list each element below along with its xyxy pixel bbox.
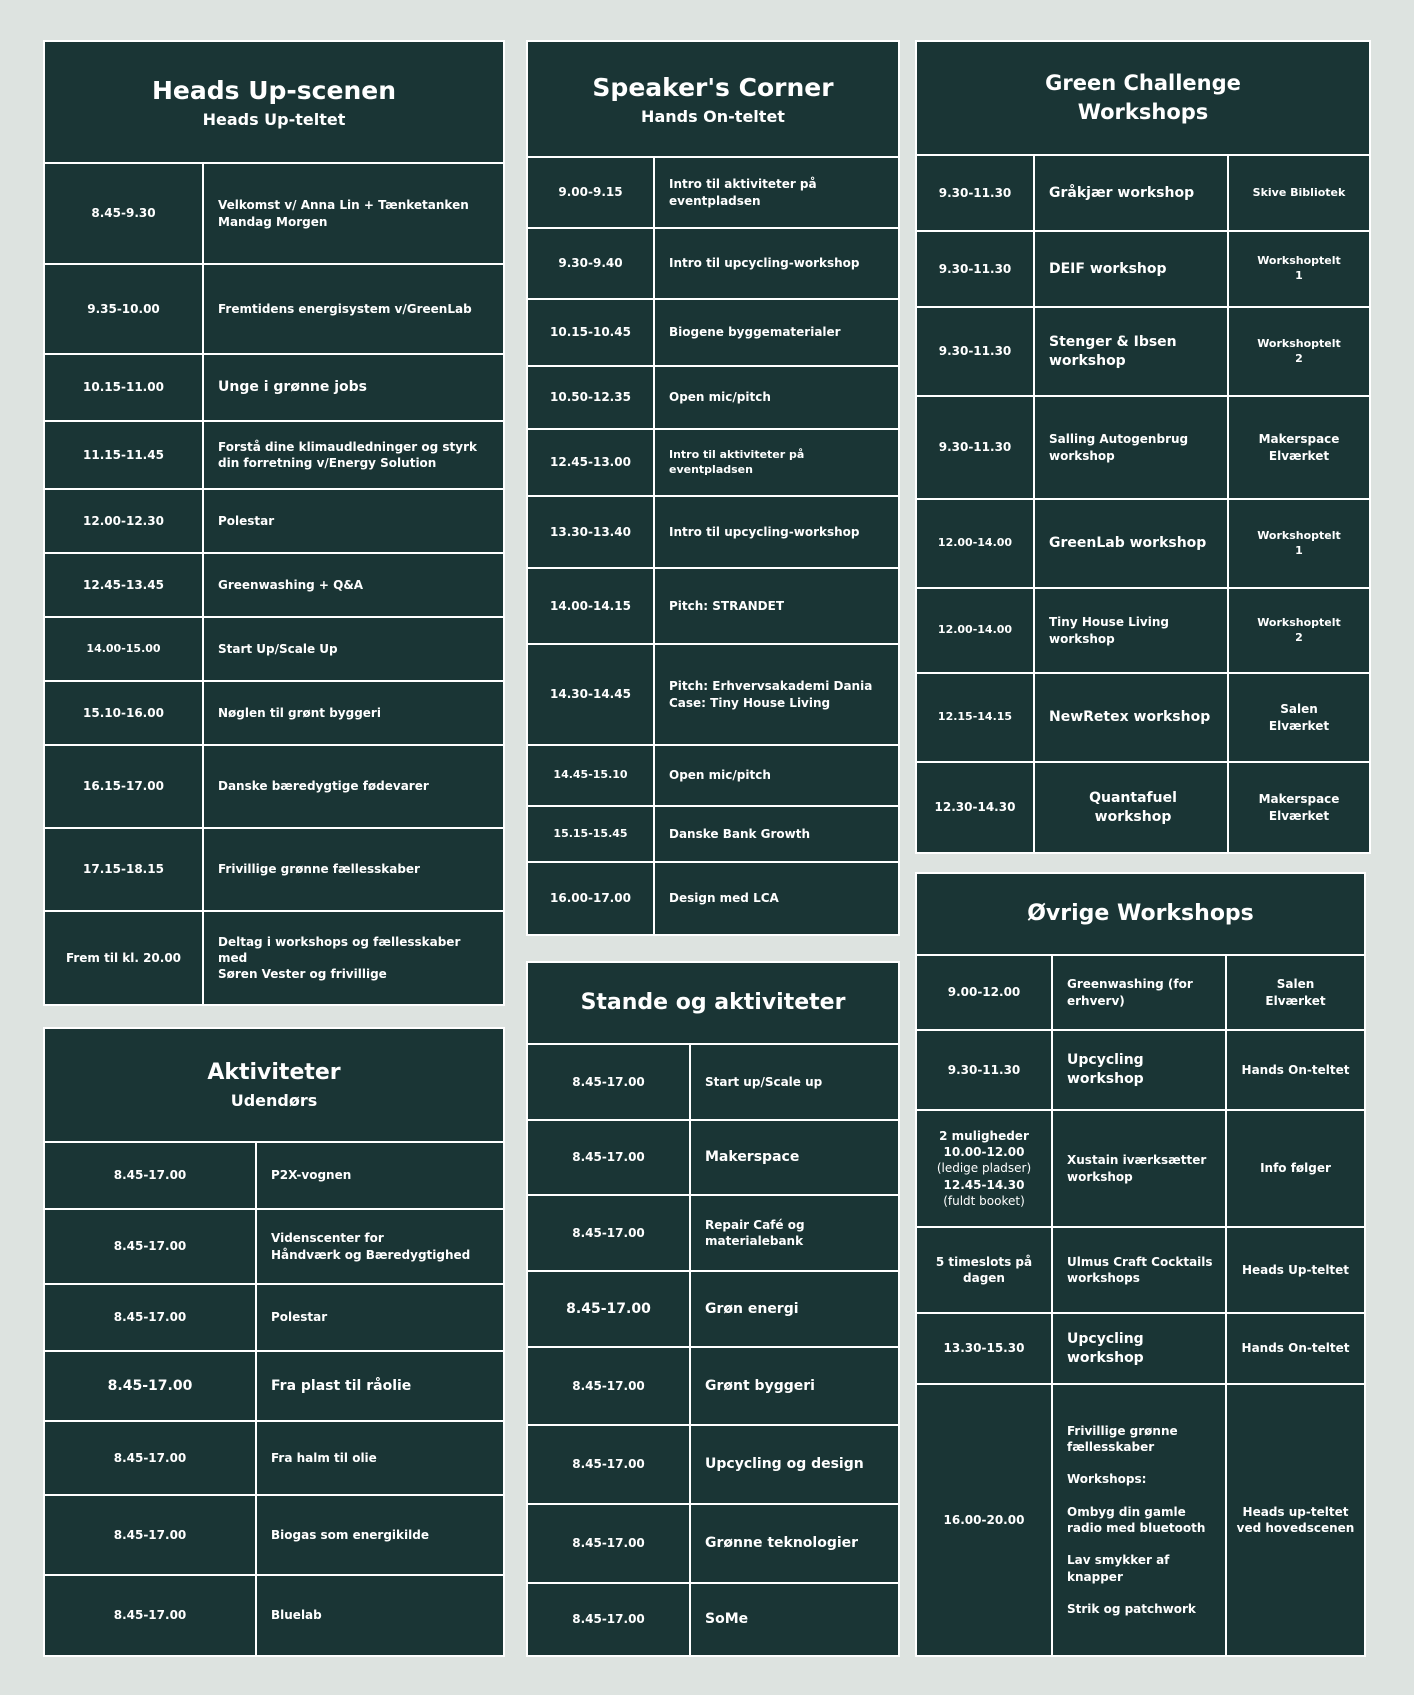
table-row bbox=[45, 1210, 503, 1285]
place-cell: Workshoptelt 2 bbox=[1227, 308, 1369, 395]
workshop-cell: Upcycling workshop bbox=[1067, 1330, 1144, 1366]
time-cell: 15.10-16.00 bbox=[45, 682, 204, 744]
table-row bbox=[528, 569, 898, 645]
table-row bbox=[45, 912, 503, 1004]
table-row bbox=[917, 763, 1369, 852]
table-row bbox=[917, 674, 1369, 763]
heads-up-panel bbox=[43, 40, 505, 1006]
time-cell: 16.00-17.00 bbox=[528, 863, 655, 934]
workshop-cell: Tiny House Living workshop bbox=[1049, 615, 1169, 646]
place-cell: Salen Elværket bbox=[1225, 956, 1364, 1029]
time-cell: 8.45-17.00 bbox=[45, 1143, 257, 1208]
green-challenge-title: Green Challenge Workshops bbox=[1045, 70, 1241, 124]
table-row bbox=[45, 265, 503, 355]
aktiviteter-subtitle: Udendørs bbox=[230, 1090, 318, 1110]
time-cell: 8.45-17.00 bbox=[528, 1426, 691, 1503]
aktiviteter-title: Aktiviteter bbox=[207, 1060, 341, 1086]
workshop-cell: Stenger & Ibsen workshop bbox=[1049, 333, 1177, 369]
time-cell: 14.00-15.00 bbox=[45, 618, 204, 680]
speakers-corner-subtitle: Hands On-teltet bbox=[641, 106, 785, 126]
time-line: 2 muligheder bbox=[939, 1129, 1029, 1144]
table-row bbox=[917, 1031, 1364, 1111]
time-cell: 14.30-14.45 bbox=[528, 645, 655, 744]
workshop-cell: Quantafuel workshop bbox=[1089, 789, 1177, 825]
time-cell: 8.45-17.00 bbox=[528, 1505, 691, 1582]
place-cell: Hands On-teltet bbox=[1225, 1031, 1364, 1109]
time-note: (fuldt booket) bbox=[943, 1193, 1025, 1208]
event-cell: Intro til upcycling-workshop bbox=[669, 256, 860, 271]
table-row bbox=[917, 500, 1369, 589]
table-row bbox=[528, 1272, 898, 1348]
time-cell: 12.00-14.00 bbox=[917, 589, 1035, 672]
event-cell: Velkomst v/ Anna Lin + Tænketanken Mandag Morgen bbox=[218, 198, 469, 229]
activity-cell: Bluelab bbox=[271, 1608, 322, 1623]
time-cell: 9.30-11.30 bbox=[917, 156, 1035, 230]
event-cell: Forstå dine klimaudledninger og styrk din forretning v/Energy Solution bbox=[218, 439, 478, 470]
event-cell: Intro til aktiviteter på eventpladsen bbox=[669, 177, 817, 208]
time-cell: 12.00-14.00 bbox=[917, 500, 1035, 587]
time-cell: 8.45-17.00 bbox=[528, 1584, 691, 1655]
stand-cell: Start up/Scale up bbox=[705, 1074, 823, 1089]
table-row bbox=[45, 490, 503, 554]
stand-cell: Grønne teknologier bbox=[705, 1535, 859, 1552]
table-row bbox=[45, 422, 503, 490]
table-row bbox=[45, 355, 503, 422]
stande-panel bbox=[526, 961, 900, 1657]
time-cell: 8.45-17.00 bbox=[45, 1352, 257, 1420]
table-row bbox=[528, 430, 898, 497]
table-row bbox=[45, 1143, 503, 1210]
workshop-cell: Upcycling workshop bbox=[1067, 1052, 1144, 1087]
event-cell: Fremtidens energisystem v/GreenLab bbox=[218, 301, 472, 316]
table-row bbox=[45, 746, 503, 829]
ovrige-workshops-title: Øvrige Workshops bbox=[1027, 900, 1254, 926]
heads-up-header bbox=[45, 42, 503, 164]
event-cell: Greenwashing + Q&A bbox=[218, 577, 364, 592]
heads-up-subtitle: Heads Up-teltet bbox=[202, 109, 346, 129]
stand-cell: Makerspace bbox=[705, 1149, 800, 1166]
activity-cell: Biogas som energikilde bbox=[271, 1527, 429, 1542]
table-row bbox=[45, 618, 503, 682]
green-challenge-panel bbox=[915, 40, 1371, 854]
stande-title: Stande og aktiviteter bbox=[580, 989, 846, 1015]
time-cell: 8.45-17.00 bbox=[45, 1285, 257, 1350]
ovrige-workshops-panel bbox=[915, 872, 1366, 1657]
table-row bbox=[45, 682, 503, 746]
time-cell: 12.30-14.30 bbox=[917, 763, 1035, 852]
event-cell: Biogene byggematerialer bbox=[669, 325, 841, 340]
place-cell: Info følger bbox=[1225, 1111, 1364, 1226]
table-row bbox=[528, 300, 898, 367]
time-cell: 16.15-17.00 bbox=[45, 746, 204, 827]
place-cell: Skive Bibliotek bbox=[1227, 156, 1369, 230]
speakers-corner-panel bbox=[526, 40, 900, 936]
time-cell: 9.30-11.30 bbox=[917, 308, 1035, 395]
time-cell: 8.45-17.00 bbox=[528, 1045, 691, 1119]
time-cell: 8.45-17.00 bbox=[45, 1576, 257, 1655]
place-cell: Makerspace Elværket bbox=[1227, 763, 1369, 852]
time-cell bbox=[917, 1111, 1053, 1226]
table-row bbox=[528, 367, 898, 430]
event-cell: Intro til aktiviteter på eventpladsen bbox=[669, 447, 805, 476]
table-row bbox=[528, 645, 898, 746]
time-cell: 9.30-9.40 bbox=[528, 229, 655, 298]
heads-up-title: Heads Up-scenen bbox=[151, 75, 396, 105]
time-cell: 9.00-9.15 bbox=[528, 158, 655, 227]
event-cell: Start Up/Scale Up bbox=[218, 641, 338, 656]
table-row bbox=[528, 1045, 898, 1121]
time-cell: 8.45-17.00 bbox=[528, 1121, 691, 1194]
aktiviteter-header bbox=[45, 1029, 503, 1143]
table-row bbox=[528, 1584, 898, 1655]
event-cell: Pitch: STRANDET bbox=[669, 598, 785, 613]
time-cell: 8.45-17.00 bbox=[528, 1348, 691, 1424]
time-cell: 8.45-17.00 bbox=[45, 1496, 257, 1574]
table-row bbox=[528, 807, 898, 863]
green-challenge-header bbox=[917, 42, 1369, 156]
time-cell: 10.15-10.45 bbox=[528, 300, 655, 365]
event-cell: Polestar bbox=[218, 513, 275, 528]
time-cell: 11.15-11.45 bbox=[45, 422, 204, 488]
table-row bbox=[528, 1121, 898, 1196]
table-row bbox=[917, 1111, 1364, 1228]
event-cell: Pitch: Erhvervsakademi Dania Case: Tiny House Living bbox=[669, 679, 873, 710]
table-row bbox=[528, 497, 898, 569]
event-cell: Open mic/pitch bbox=[669, 768, 771, 783]
activity-cell: Videnscenter for Håndværk og Bæredygtighed bbox=[271, 1231, 471, 1262]
event-cell: Unge i grønne jobs bbox=[218, 379, 368, 396]
time-cell: 12.45-13.45 bbox=[45, 554, 204, 616]
table-row bbox=[45, 554, 503, 618]
table-row bbox=[45, 164, 503, 265]
time-cell: 8.45-17.00 bbox=[528, 1196, 691, 1270]
time-cell: 9.30-11.30 bbox=[917, 232, 1035, 306]
event-cell: Danske Bank Growth bbox=[669, 826, 811, 841]
table-row bbox=[917, 232, 1369, 308]
time-cell: 9.30-11.30 bbox=[917, 1031, 1053, 1109]
aktiviteter-panel bbox=[43, 1027, 505, 1657]
table-row bbox=[528, 1426, 898, 1505]
stand-cell: Grønt byggeri bbox=[705, 1377, 815, 1394]
time-note: (ledige pladser) bbox=[936, 1161, 1032, 1176]
table-row bbox=[917, 589, 1369, 674]
time-cell: 12.45-13.00 bbox=[528, 430, 655, 495]
place-cell: Workshoptelt 2 bbox=[1227, 589, 1369, 672]
event-cell: Deltag i workshops og fællesskaber med Søren Vester og frivillige bbox=[218, 934, 461, 982]
time-cell: 8.45-9.30 bbox=[45, 164, 204, 263]
time-cell: 10.50-12.35 bbox=[528, 367, 655, 428]
place-cell: Makerspace Elværket bbox=[1227, 397, 1369, 498]
table-row bbox=[917, 156, 1369, 232]
workshop-cell: Greenwashing (for erhverv) bbox=[1067, 977, 1193, 1008]
stande-header bbox=[528, 963, 898, 1045]
ovrige-workshops-header bbox=[917, 874, 1364, 956]
workshop-cell: Salling Autogenbrug workshop bbox=[1049, 432, 1189, 463]
table-row bbox=[917, 308, 1369, 397]
workshop-cell: DEIF workshop bbox=[1049, 260, 1167, 277]
table-row bbox=[917, 1228, 1364, 1314]
table-row bbox=[917, 1314, 1364, 1385]
time-cell: 5 timeslots på dagen bbox=[917, 1228, 1053, 1312]
time-cell: 13.30-13.40 bbox=[528, 497, 655, 567]
time-cell: 9.30-11.30 bbox=[917, 397, 1035, 498]
stand-cell: Grøn energi bbox=[705, 1300, 799, 1317]
workshop-cell: NewRetex workshop bbox=[1049, 709, 1211, 726]
table-row bbox=[45, 1496, 503, 1576]
place-cell: Heads Up-teltet bbox=[1225, 1228, 1364, 1312]
speakers-corner-header bbox=[528, 42, 898, 158]
time-cell: 13.30-15.30 bbox=[917, 1314, 1053, 1383]
place-cell: Workshoptelt 1 bbox=[1227, 500, 1369, 587]
place-cell: Heads up-teltet ved hovedscenen bbox=[1225, 1385, 1364, 1655]
time-line: 10.00-12.00 bbox=[943, 1145, 1025, 1160]
event-cell: Design med LCA bbox=[669, 891, 779, 906]
table-row bbox=[528, 229, 898, 300]
event-cell: Open mic/pitch bbox=[669, 390, 771, 405]
table-row bbox=[528, 1348, 898, 1426]
time-cell: 10.15-11.00 bbox=[45, 355, 204, 420]
workshop-cell: Ulmus Craft Cocktails workshops bbox=[1067, 1254, 1213, 1285]
time-cell: 12.00-12.30 bbox=[45, 490, 204, 552]
workshop-cell: GreenLab workshop bbox=[1049, 535, 1207, 552]
stand-cell: Upcycling og design bbox=[705, 1456, 864, 1473]
time-cell: 16.00-20.00 bbox=[917, 1385, 1053, 1655]
table-row bbox=[45, 829, 503, 912]
workshop-cell: Frivillige grønne fællesskaber Workshops: Ombyg din gamle radio med bluetooth Lav smykker af knapper Strik og patchwork bbox=[1067, 1423, 1206, 1616]
stand-cell: Repair Café og materialebank bbox=[705, 1217, 805, 1248]
table-row bbox=[528, 746, 898, 807]
workshop-cell: Xustain iværksætter workshop bbox=[1067, 1153, 1207, 1184]
table-row bbox=[528, 1505, 898, 1584]
activity-cell: Polestar bbox=[271, 1310, 328, 1325]
table-row bbox=[528, 863, 898, 934]
time-cell: 9.00-12.00 bbox=[917, 956, 1053, 1029]
table-row bbox=[45, 1352, 503, 1422]
place-cell: Hands On-teltet bbox=[1225, 1314, 1364, 1383]
event-cell: Danske bæredygtige fødevarer bbox=[218, 779, 429, 794]
table-row bbox=[917, 397, 1369, 500]
time-line: 12.45-14.30 bbox=[943, 1177, 1025, 1192]
time-cell: 14.45-15.10 bbox=[528, 746, 655, 805]
table-row bbox=[917, 1385, 1364, 1655]
time-cell: 12.15-14.15 bbox=[917, 674, 1035, 761]
time-cell: Frem til kl. 20.00 bbox=[45, 912, 204, 1004]
time-cell: 8.45-17.00 bbox=[45, 1422, 257, 1494]
time-cell: 9.35-10.00 bbox=[45, 265, 204, 353]
time-cell: 14.00-14.15 bbox=[528, 569, 655, 643]
table-row bbox=[528, 1196, 898, 1272]
workshop-cell: Gråkjær workshop bbox=[1049, 184, 1195, 201]
table-row bbox=[45, 1285, 503, 1352]
stand-cell: SoMe bbox=[705, 1611, 749, 1628]
time-cell: 17.15-18.15 bbox=[45, 829, 204, 910]
event-cell: Nøglen til grønt byggeri bbox=[218, 705, 381, 720]
table-row bbox=[917, 956, 1364, 1031]
activity-cell: P2X-vognen bbox=[271, 1168, 352, 1183]
table-row bbox=[528, 158, 898, 229]
time-cell: 8.45-17.00 bbox=[528, 1272, 691, 1346]
activity-cell: Fra plast til råolie bbox=[271, 1377, 412, 1394]
table-row bbox=[45, 1576, 503, 1655]
place-cell: Workshoptelt 1 bbox=[1227, 232, 1369, 306]
event-cell: Intro til upcycling-workshop bbox=[669, 524, 860, 539]
activity-cell: Fra halm til olie bbox=[271, 1450, 377, 1465]
place-cell: Salen Elværket bbox=[1227, 674, 1369, 761]
speakers-corner-title: Speaker's Corner bbox=[592, 72, 834, 102]
table-row bbox=[45, 1422, 503, 1496]
time-cell: 8.45-17.00 bbox=[45, 1210, 257, 1283]
event-cell: Frivillige grønne fællesskaber bbox=[218, 862, 420, 877]
time-cell: 15.15-15.45 bbox=[528, 807, 655, 861]
